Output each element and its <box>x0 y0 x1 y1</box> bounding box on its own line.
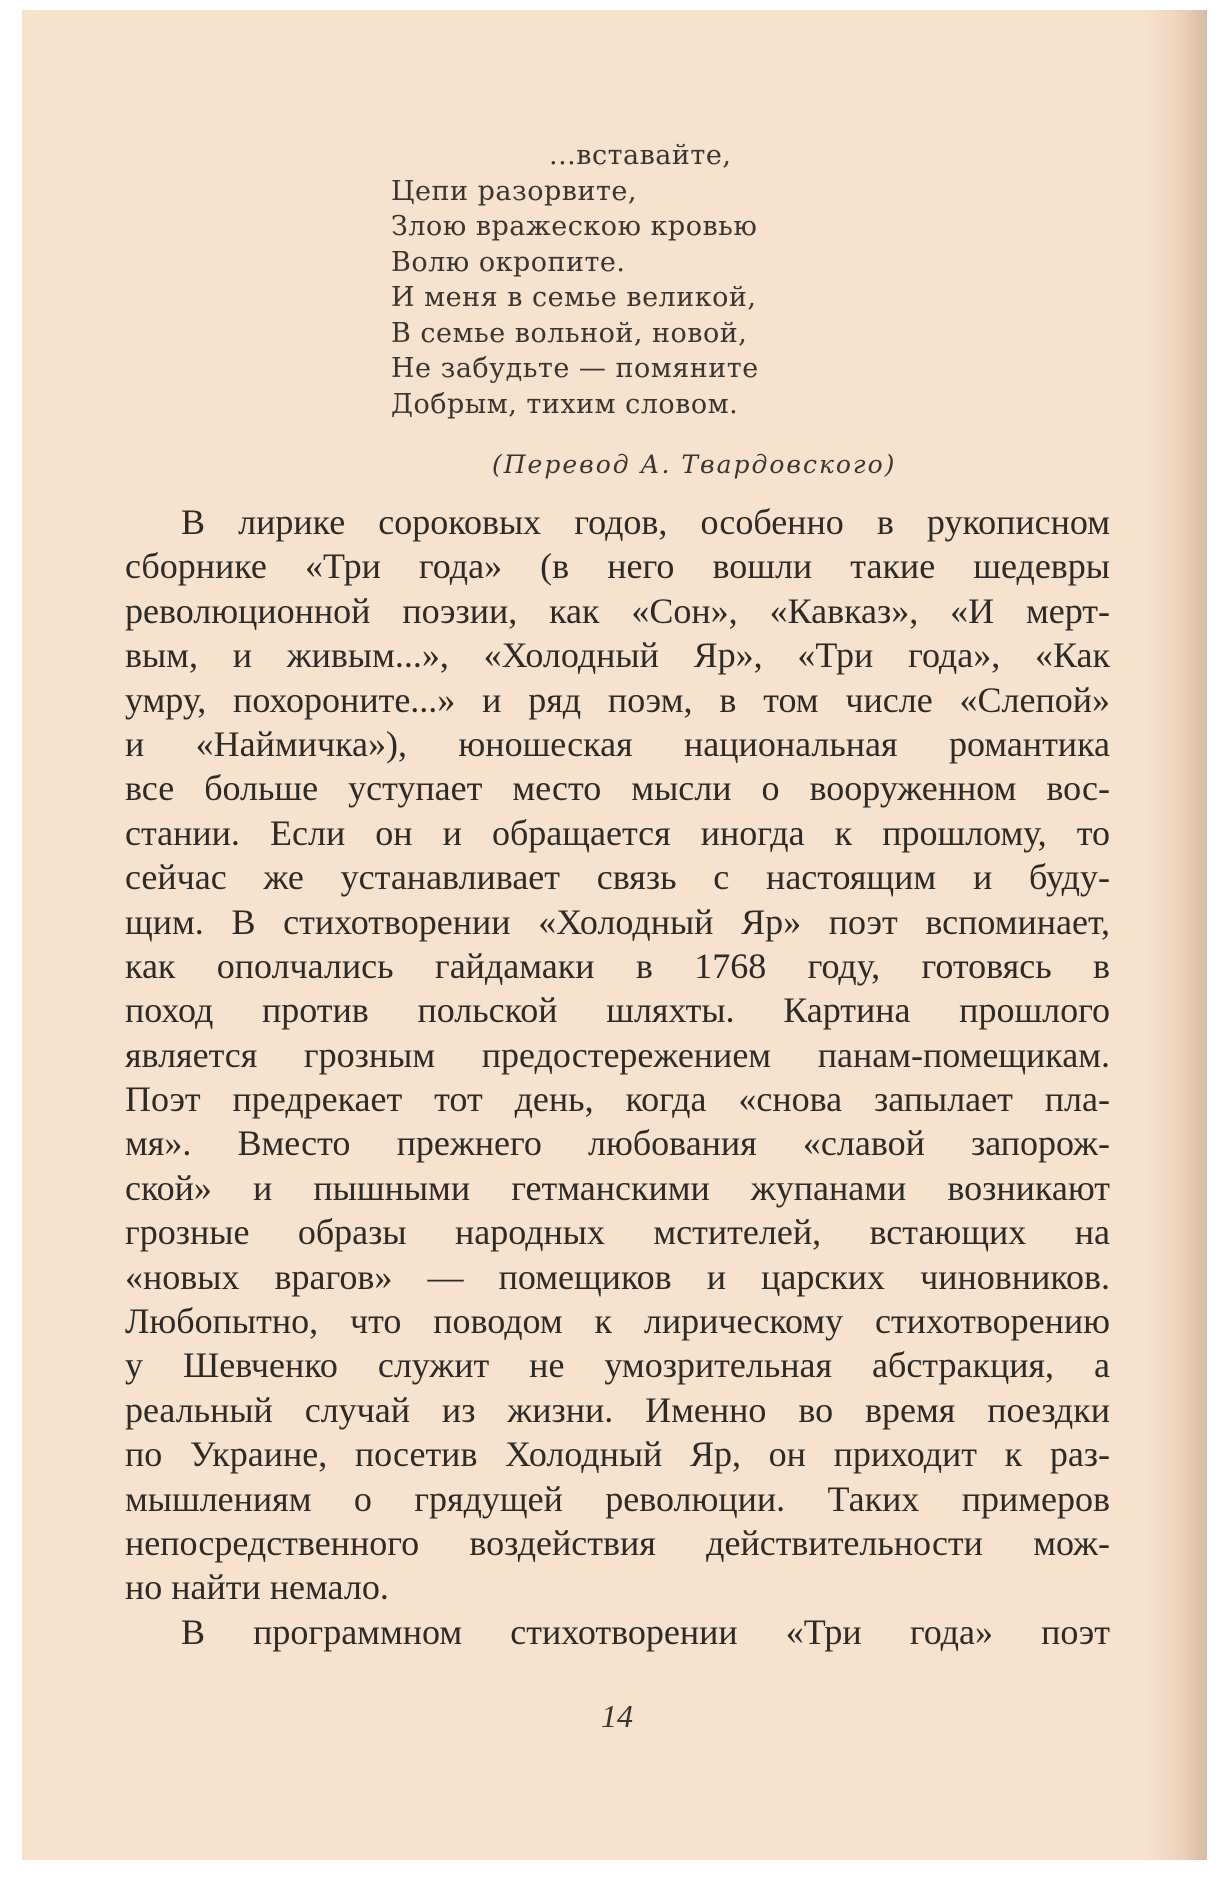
poem-line: И меня в семье великой, <box>391 282 757 313</box>
text-line: Любопытно, что поводом к лирическому стихотворению <box>125 1301 1110 1342</box>
poem-line: Не забудьте — помяните <box>391 353 759 384</box>
text-line: мя». Вместо прежнего любования «славой запорож- <box>125 1123 1110 1164</box>
poem-line: Цепи разорвите, <box>391 175 637 207</box>
poem-line: ...вставайте, <box>549 140 732 171</box>
poem-line: Злою вражескою кровью <box>391 211 758 242</box>
book-page <box>22 10 1207 1860</box>
text-line: «новых врагов» — помещиков и царских чиновников. <box>125 1256 1110 1297</box>
text-line: непосредственного воздействия действительности мож- <box>125 1522 1110 1563</box>
text-line: вым, и живым...», «Холодный Яр», «Три года», «Как <box>125 635 1110 676</box>
text-line: В программном стихотворении «Три года» поэт <box>181 1611 1110 1652</box>
paragraph-2 <box>125 1610 1110 1654</box>
body-text <box>125 500 1110 1654</box>
text-line: все больше уступает место мысли о вооруженном вос- <box>125 768 1110 809</box>
text-line: ской» и пышными гетманскими жупанами возникают <box>125 1167 1110 1208</box>
paragraph-1 <box>125 500 1110 1610</box>
text-line: но найти немало. <box>125 1567 389 1608</box>
text-line: сейчас же устанавливает связь с настоящим и буду- <box>125 857 1110 898</box>
text-line: В лирике сороковых годов, особенно в рукописном <box>181 502 1110 542</box>
text-line: грозные образы народных мстителей, встающих на <box>125 1212 1110 1253</box>
poem-line: Добрым, тихим словом. <box>391 388 739 420</box>
poem-line: В семье вольной, новой, <box>391 317 748 349</box>
translation-attribution: (Перевод А. Твардовского) <box>492 450 897 479</box>
text-line: Поэт предрекает тот день, когда «снова запылает пла- <box>125 1079 1110 1120</box>
text-line: сборнике «Три года» (в него вошли такие шедевры <box>125 546 1110 587</box>
page-binding-shadow <box>1147 10 1207 1860</box>
text-line: у Шевченко служит не умозрительная абстракция, а <box>125 1345 1110 1386</box>
text-line: мышлениям о грядущей революции. Таких примеров <box>125 1478 1110 1519</box>
text-line: и «Наймичка»), юношеская национальная романтика <box>125 723 1110 764</box>
poem-excerpt <box>391 138 891 422</box>
text-line: стании. Если он и обращается иногда к прошлому, то <box>125 812 1110 853</box>
text-line: как ополчались гайдамаки в 1768 году, готовясь в <box>125 945 1110 986</box>
text-line: поход против польской шляхты. Картина прошлого <box>125 990 1110 1031</box>
text-line: революционной поэзии, как «Сон», «Кавказ», «И мерт- <box>125 590 1110 631</box>
text-line: щим. В стихотворении «Холодный Яр» поэт вспоминает, <box>125 901 1110 942</box>
text-line: умру, похороните...» и ряд поэм, в том числе «Слепой» <box>125 679 1110 720</box>
text-line: по Украине, посетив Холодный Яр, он приходит к раз- <box>125 1434 1110 1475</box>
poem-line: Волю окропите. <box>391 246 626 278</box>
page-number: 14 <box>601 1698 633 1734</box>
text-line: является грозным предостережением панам-помещикам. <box>125 1034 1110 1075</box>
text-line: реальный случай из жизни. Именно во время поездки <box>125 1389 1110 1430</box>
